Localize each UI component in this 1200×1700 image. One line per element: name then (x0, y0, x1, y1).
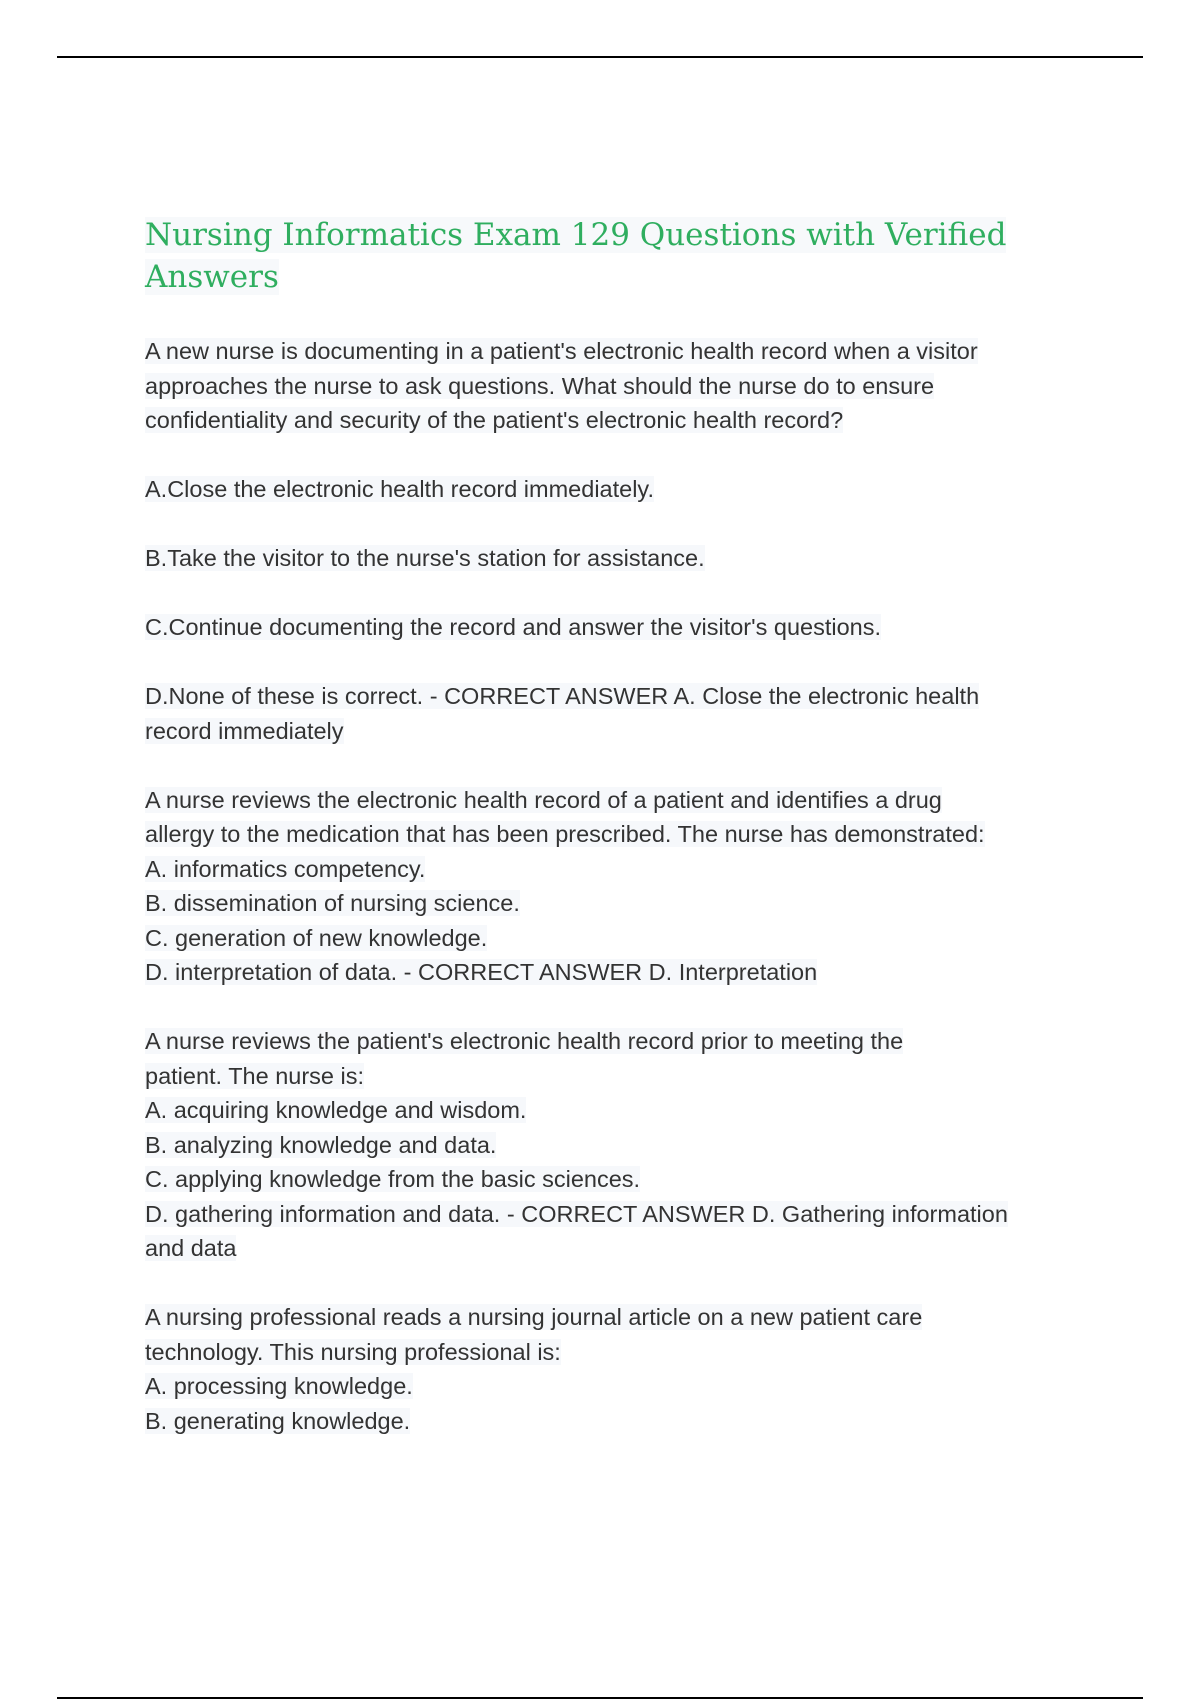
text-line: A.Close the electronic health record immediately. (145, 476, 654, 502)
question-4 (145, 1300, 1085, 1438)
text-line: B.Take the visitor to the nurse's station for assistance. (145, 545, 705, 571)
title-line: Nursing Informatics Exam 129 Questions with Verified (145, 217, 1007, 253)
text-line: D. interpretation of data. - CORRECT ANSWER D. Interpretation (145, 959, 818, 985)
bottom-rule (57, 1697, 1143, 1699)
text-line: A nurse reviews the electronic health record of a patient and identifies a drug (145, 786, 942, 813)
text-line: B. analyzing knowledge and data. (145, 1131, 497, 1158)
question-3 (145, 1024, 1085, 1266)
text-line: D.None of these is correct. - CORRECT ANSWER A. Close the electronic health (145, 683, 980, 709)
text-line: approaches the nurse to ask questions. What should the nurse do to ensure (145, 372, 935, 399)
text-line: A nurse reviews the patient's electronic health record prior to meeting the (145, 1028, 904, 1054)
question-1-option-b (145, 541, 1085, 576)
text-line: B. generating knowledge. (145, 1407, 411, 1434)
text-line: A new nurse is documenting in a patient's electronic health record when a visitor (145, 338, 978, 364)
text-line: D. gathering information and data. - CORRECT ANSWER D. Gathering information (145, 1200, 1008, 1227)
text-line: patient. The nurse is: (145, 1062, 365, 1089)
text-line: A nursing professional reads a nursing journal article on a new patient care (145, 1304, 923, 1330)
text-line: A. processing knowledge. (145, 1373, 413, 1399)
text-line: A. informatics competency. (145, 855, 426, 882)
document-title (145, 214, 1085, 298)
question-1-option-a (145, 472, 1085, 507)
text-line: record immediately (145, 717, 344, 744)
text-line: confidentiality and security of the patient's electronic health record? (145, 407, 844, 433)
question-1-option-c (145, 610, 1085, 645)
text-line: B. dissemination of nursing science. (145, 890, 520, 916)
question-1-stem (145, 334, 1085, 438)
text-line: technology. This nursing professional is: (145, 1338, 561, 1365)
text-line: C.Continue documenting the record and answer the visitor's questions. (145, 614, 882, 640)
text-line: allergy to the medication that has been prescribed. The nurse has demonstrated: (145, 821, 985, 847)
text-line: C. applying knowledge from the basic sciences. (145, 1166, 641, 1192)
text-line: C. generation of new knowledge. (145, 924, 488, 951)
question-2 (145, 783, 1085, 990)
question-1-option-d-answer (145, 679, 1085, 748)
text-line: A. acquiring knowledge and wisdom. (145, 1097, 527, 1123)
title-line: Answers (145, 259, 279, 295)
top-rule (57, 56, 1143, 58)
text-line: and data (145, 1235, 237, 1261)
document-body (145, 214, 1085, 1473)
